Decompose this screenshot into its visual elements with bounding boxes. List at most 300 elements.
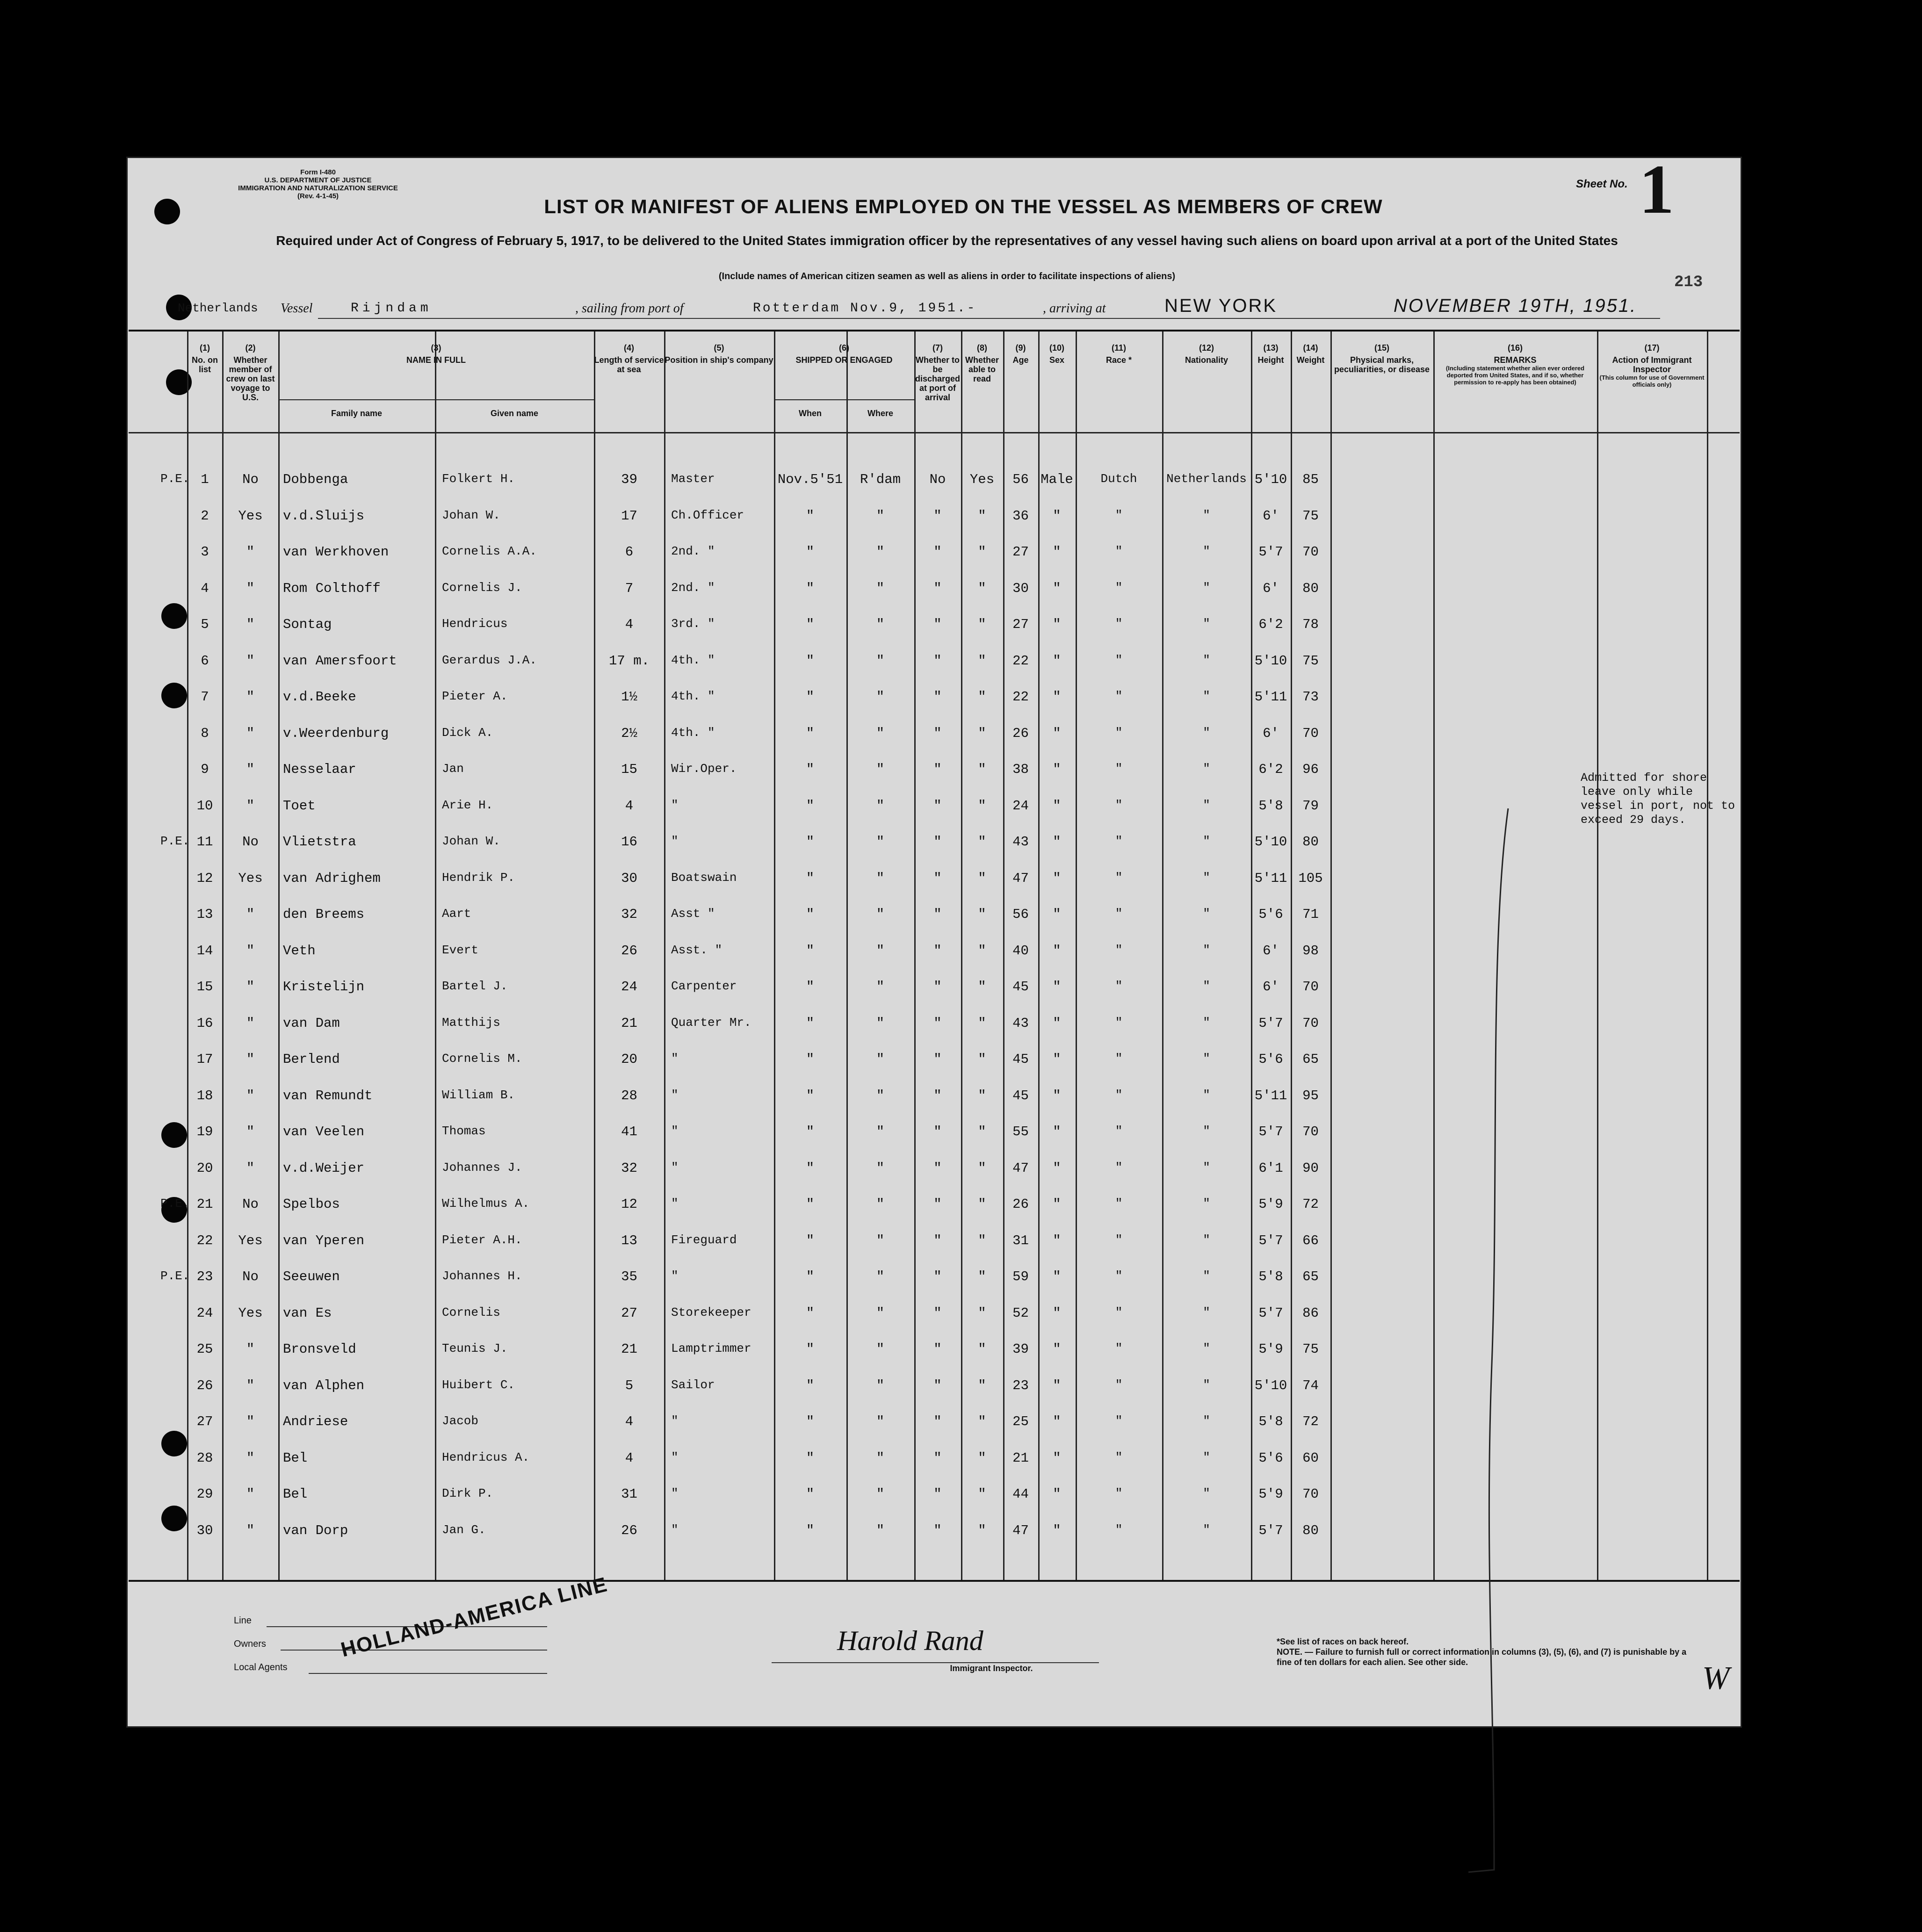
cell-read: ": [978, 907, 986, 922]
cell-race: ": [1115, 725, 1123, 740]
cell-sex: ": [1053, 580, 1061, 596]
page-number: 213: [1674, 274, 1703, 291]
cell-position: Wir.Oper.: [671, 762, 737, 776]
cell-service: 27: [621, 1305, 637, 1321]
cell-nat: ": [1203, 1088, 1210, 1102]
cell-when: ": [806, 653, 815, 669]
cell-service: 4: [625, 1450, 634, 1466]
cell-height: 5'10: [1254, 1377, 1287, 1393]
cell-sex: ": [1053, 1197, 1061, 1212]
cell-sex: ": [1053, 1305, 1061, 1321]
cell-service: 24: [621, 979, 637, 995]
cell-sex: ": [1053, 617, 1061, 632]
cell-read: ": [978, 544, 986, 560]
cell-age: 26: [1012, 1197, 1029, 1212]
cell-weight: 65: [1302, 1269, 1319, 1284]
cell-nat: ": [1203, 1269, 1210, 1283]
cell-when: ": [806, 834, 815, 850]
cell-weight: 70: [1302, 1124, 1319, 1139]
cell-family: Rom Colthoff: [283, 580, 381, 596]
cell-service: 4: [625, 1414, 634, 1429]
cell-no: 18: [196, 1088, 213, 1103]
cell-nat: ": [1203, 1233, 1210, 1247]
cell-when: ": [806, 617, 815, 632]
cell-race: ": [1115, 1305, 1123, 1319]
cell-when: ": [806, 1197, 815, 1212]
cell-read: ": [978, 1269, 986, 1284]
cell-sex: ": [1053, 907, 1061, 922]
cell-read: ": [978, 1233, 986, 1248]
cell-no: 8: [201, 725, 209, 741]
cell-read: ": [978, 1052, 986, 1067]
revision: (Rev. 4-1-45): [297, 192, 339, 200]
cell-last: ": [246, 1486, 255, 1502]
cell-weight: 90: [1302, 1160, 1319, 1176]
cell-discharged: ": [933, 870, 942, 886]
cell-nat: ": [1203, 1522, 1210, 1537]
cell-position: Asst. ": [671, 943, 723, 957]
cell-given: Pieter A.H.: [442, 1233, 522, 1247]
cell-service: 15: [621, 762, 637, 777]
cell-nat: ": [1203, 617, 1210, 631]
cell-service: 28: [621, 1088, 637, 1103]
cell-family: Seeuwen: [283, 1269, 340, 1284]
cell-race: ": [1115, 1124, 1123, 1138]
cell-when: ": [806, 1414, 815, 1429]
cell-age: 31: [1012, 1233, 1029, 1248]
cell-given: Hendricus A.: [442, 1450, 530, 1464]
cell-no: 22: [196, 1233, 213, 1248]
cell-sex: ": [1053, 1450, 1061, 1466]
cell-position: ": [671, 1160, 679, 1175]
cell-nat: ": [1203, 1305, 1210, 1319]
cell-last: ": [246, 1088, 255, 1103]
margin-mark: P.E.: [160, 1197, 190, 1211]
cell-weight: 72: [1302, 1414, 1319, 1429]
cell-read: ": [978, 725, 986, 741]
cell-read: ": [978, 798, 986, 814]
cell-height: 6': [1263, 725, 1279, 741]
cell-race: ": [1115, 1052, 1123, 1066]
cell-last: ": [246, 580, 255, 596]
cell-sex: ": [1053, 1377, 1061, 1393]
cell-nat: ": [1203, 1124, 1210, 1138]
header-weight: (14) Weight: [1296, 343, 1325, 365]
agents-underline: [309, 1673, 547, 1674]
header-position: (5) Position in ship's company: [665, 343, 773, 365]
cell-height: 6': [1263, 508, 1279, 524]
cell-where: ": [876, 1269, 885, 1284]
cell-height: 5'7: [1258, 1522, 1283, 1538]
cell-no: 28: [196, 1450, 213, 1466]
cell-age: 52: [1012, 1305, 1029, 1321]
vessel-name: Rijndam: [351, 301, 432, 316]
cell-nat: ": [1203, 907, 1210, 921]
cell-read: ": [978, 762, 986, 777]
cell-family: den Breems: [283, 907, 365, 922]
cell-race: ": [1115, 617, 1123, 631]
cell-position: ": [671, 1124, 679, 1138]
cell-service: 32: [621, 1160, 637, 1176]
cell-position: Ch.Officer: [671, 508, 744, 522]
cell-discharged: ": [933, 580, 942, 596]
cell-given: Johannes H.: [442, 1269, 522, 1283]
cell-last: No: [242, 1197, 259, 1212]
cell-age: 44: [1012, 1486, 1029, 1502]
cell-weight: 70: [1302, 544, 1319, 560]
cell-read: ": [978, 617, 986, 632]
cell-when: ": [806, 870, 815, 886]
cell-weight: 74: [1302, 1377, 1319, 1393]
cell-family: van Remundt: [283, 1088, 373, 1103]
cell-last: ": [246, 617, 255, 632]
cell-where: ": [876, 1088, 885, 1103]
cell-given: Hendricus: [442, 617, 508, 631]
cell-service: 17 m.: [608, 653, 650, 669]
arriving-label: , arriving at: [1043, 301, 1106, 316]
cell-service: 1½: [621, 689, 637, 705]
cell-where: ": [876, 1377, 885, 1393]
cell-no: 24: [196, 1305, 213, 1321]
cell-position: ": [671, 1197, 679, 1211]
cell-when: Nov.5'51: [777, 472, 843, 487]
cell-last: ": [246, 1015, 255, 1031]
cell-given: Cornelis A.A.: [442, 544, 537, 558]
cell-race: ": [1115, 907, 1123, 921]
cell-where: ": [876, 1015, 885, 1031]
cell-age: 21: [1012, 1450, 1029, 1466]
cell-weight: 79: [1302, 798, 1319, 814]
cell-no: 15: [196, 979, 213, 995]
cell-position: Boatswain: [671, 870, 737, 885]
cell-race: ": [1115, 1160, 1123, 1175]
cell-nat: ": [1203, 1197, 1210, 1211]
cell-race: ": [1115, 1233, 1123, 1247]
cell-sex: ": [1053, 508, 1061, 524]
cell-family: Vlietstra: [283, 834, 356, 850]
cell-position: 4th. ": [671, 653, 715, 667]
header-nationality: (12) Nationality: [1185, 343, 1228, 365]
cell-when: ": [806, 762, 815, 777]
cell-service: 41: [621, 1124, 637, 1139]
cell-weight: 86: [1302, 1305, 1319, 1321]
cell-race: Dutch: [1100, 472, 1137, 486]
cell-sex: ": [1053, 653, 1061, 669]
cell-read: ": [978, 1450, 986, 1466]
cell-nat: Netherlands: [1166, 472, 1247, 486]
line-label: Line: [234, 1615, 252, 1626]
cell-when: ": [806, 1450, 815, 1466]
cell-height: 5'10: [1254, 834, 1287, 850]
cell-race: ": [1115, 544, 1123, 558]
note-label: NOTE.: [1277, 1647, 1303, 1657]
owners-underline: [281, 1650, 547, 1651]
cell-no: 4: [201, 580, 209, 596]
cell-nat: ": [1203, 798, 1210, 812]
cell-last: ": [246, 1160, 255, 1176]
cell-sex: ": [1053, 725, 1061, 741]
cell-no: 1: [201, 472, 209, 487]
cell-where: ": [876, 1124, 885, 1139]
cell-discharged: ": [933, 907, 942, 922]
cell-discharged: ": [933, 1233, 942, 1248]
cell-where: ": [876, 689, 885, 705]
cell-last: Yes: [238, 870, 263, 886]
cell-height: 6': [1263, 979, 1279, 995]
cell-race: ": [1115, 1522, 1123, 1537]
cell-position: Lamptrimmer: [671, 1341, 751, 1355]
cell-age: 56: [1012, 472, 1029, 487]
cell-service: 35: [621, 1269, 637, 1284]
cell-weight: 66: [1302, 1233, 1319, 1248]
cell-where: ": [876, 1233, 885, 1248]
cell-position: Sailor: [671, 1377, 715, 1392]
cell-where: ": [876, 1052, 885, 1067]
cell-sex: ": [1053, 1522, 1061, 1538]
cell-no: 29: [196, 1486, 213, 1502]
cell-weight: 98: [1302, 943, 1319, 959]
cell-read: ": [978, 1377, 986, 1393]
cell-discharged: ": [933, 1305, 942, 1321]
cell-position: ": [671, 1450, 679, 1464]
cell-service: 30: [621, 870, 637, 886]
cell-given: Dirk P.: [442, 1486, 493, 1500]
cell-service: 21: [621, 1015, 637, 1031]
cell-last: ": [246, 1522, 255, 1538]
cell-family: v.d.Weijer: [283, 1160, 365, 1176]
cell-sex: Male: [1040, 472, 1073, 487]
cell-race: ": [1115, 798, 1123, 812]
cell-no: 9: [201, 762, 209, 777]
cell-age: 43: [1012, 834, 1029, 850]
margin-mark: P.E.: [160, 1269, 190, 1283]
form-identifier: [220, 168, 416, 200]
cell-position: 2nd. ": [671, 544, 715, 558]
cell-given: William B.: [442, 1088, 515, 1102]
cell-where: ": [876, 979, 885, 995]
inspector-label: Immigrant Inspector.: [950, 1664, 1033, 1673]
cell-age: 43: [1012, 1015, 1029, 1031]
cell-race: ": [1115, 943, 1123, 957]
cell-no: 21: [196, 1197, 213, 1212]
cell-last: ": [246, 798, 255, 814]
cell-service: 16: [621, 834, 637, 850]
cell-discharged: ": [933, 508, 942, 524]
cell-service: 4: [625, 617, 634, 632]
header-given-name: Given name: [490, 409, 539, 418]
cell-when: ": [806, 508, 815, 524]
header-name-in-full: (3) NAME IN FULL: [406, 343, 466, 365]
cell-height: 5'7: [1258, 1233, 1283, 1248]
cell-last: ": [246, 544, 255, 560]
cell-weight: 80: [1302, 580, 1319, 596]
cell-given: Jacob: [442, 1414, 479, 1428]
cell-height: 5'7: [1258, 544, 1283, 560]
cell-sex: ": [1053, 1414, 1061, 1429]
cell-nat: ": [1203, 834, 1210, 848]
cell-last: ": [246, 1414, 255, 1429]
cell-position: ": [671, 798, 679, 812]
cell-age: 39: [1012, 1341, 1029, 1357]
cell-height: 5'7: [1258, 1015, 1283, 1031]
header-last-voyage: (2) Whether member of crew on last voyage to U.S.: [226, 343, 275, 402]
cell-position: ": [671, 1088, 679, 1102]
cell-when: ": [806, 1341, 815, 1357]
cell-when: ": [806, 798, 815, 814]
sailing-label: , sailing from port of: [575, 301, 684, 316]
cell-when: ": [806, 544, 815, 560]
cell-given: Gerardus J.A.: [442, 653, 537, 667]
cell-when: ": [806, 1052, 815, 1067]
cell-read: ": [978, 834, 986, 850]
signature-underline: [772, 1662, 1099, 1663]
cell-no: 14: [196, 943, 213, 959]
cell-sex: ": [1053, 1233, 1061, 1248]
cell-no: 16: [196, 1015, 213, 1031]
cell-family: Toet: [283, 798, 316, 814]
cell-read: ": [978, 580, 986, 596]
port-and-date: Rotterdam Nov.9, 1951.-: [753, 301, 977, 316]
cell-given: Huibert C.: [442, 1377, 515, 1392]
cell-where: R'dam: [860, 472, 901, 487]
cell-sex: ": [1053, 1160, 1061, 1176]
header-no-on-list: (1) No. on list: [192, 343, 218, 374]
cell-nat: ": [1203, 1015, 1210, 1030]
cell-race: ": [1115, 870, 1123, 885]
cell-family: Bronsveld: [283, 1341, 356, 1357]
cell-family: Nesselaar: [283, 762, 356, 777]
cell-sex: ": [1053, 1124, 1061, 1139]
cell-family: Sontag: [283, 617, 332, 632]
cell-weight: 95: [1302, 1088, 1319, 1103]
cell-family: v.d.Beeke: [283, 689, 356, 705]
cell-position: ": [671, 1486, 679, 1500]
cell-family: van Werkhoven: [283, 544, 389, 560]
cell-no: 13: [196, 907, 213, 922]
cell-race: ": [1115, 1414, 1123, 1428]
cell-height: 5'11: [1254, 689, 1287, 705]
department: U.S. DEPARTMENT OF JUSTICE: [264, 176, 372, 184]
cell-race: ": [1115, 1197, 1123, 1211]
cell-discharged: ": [933, 762, 942, 777]
cell-service: 39: [621, 472, 637, 487]
cell-position: 3rd. ": [671, 617, 715, 631]
cell-height: 5'8: [1258, 798, 1283, 814]
cell-service: 4: [625, 798, 634, 814]
cell-position: 2nd. ": [671, 580, 715, 595]
cell-last: ": [246, 689, 255, 705]
cell-sex: ": [1053, 762, 1061, 777]
cell-read: ": [978, 1160, 986, 1176]
cell-family: Veth: [283, 943, 316, 959]
remarks-bracket: [1466, 804, 1513, 1879]
cell-race: ": [1115, 1015, 1123, 1030]
header-sex: (10) Sex: [1049, 343, 1065, 365]
cell-when: ": [806, 725, 815, 741]
cell-discharged: ": [933, 1124, 942, 1139]
cell-last: ": [246, 907, 255, 922]
cell-nat: ": [1203, 544, 1210, 558]
cell-when: ": [806, 1486, 815, 1502]
cell-discharged: ": [933, 1450, 942, 1466]
cell-nat: ": [1203, 689, 1210, 703]
cell-age: 25: [1012, 1414, 1029, 1429]
cell-last: ": [246, 1450, 255, 1466]
cell-age: 23: [1012, 1377, 1029, 1393]
cell-given: Johan W.: [442, 834, 500, 848]
cell-race: ": [1115, 979, 1123, 993]
cell-weight: 75: [1302, 1341, 1319, 1357]
cell-given: Bartel J.: [442, 979, 508, 993]
form-number: Form I-480: [300, 168, 336, 176]
cell-given: Arie H.: [442, 798, 493, 812]
cell-last: ": [246, 725, 255, 741]
cell-weight: 70: [1302, 979, 1319, 995]
cell-discharged: ": [933, 1160, 942, 1176]
cell-where: ": [876, 580, 885, 596]
cell-discharged: ": [933, 1088, 942, 1103]
cell-last: No: [242, 472, 259, 487]
cell-age: 38: [1012, 762, 1029, 777]
cell-race: ": [1115, 834, 1123, 848]
header-family-name: Family name: [331, 409, 383, 418]
cell-position: Master: [671, 472, 715, 486]
cell-service: 13: [621, 1233, 637, 1248]
cell-weight: 96: [1302, 762, 1319, 777]
cell-position: Storekeeper: [671, 1305, 751, 1319]
cell-family: Berlend: [283, 1052, 340, 1067]
cell-sex: ": [1053, 1088, 1061, 1103]
cell-nat: ": [1203, 1160, 1210, 1175]
cell-family: Kristelijn: [283, 979, 365, 995]
page-title: LIST OR MANIFEST OF ALIENS EMPLOYED ON THE VESSEL AS MEMBERS OF CREW: [544, 195, 1383, 217]
cell-last: No: [242, 1269, 259, 1284]
cell-where: ": [876, 1450, 885, 1466]
subtitle: Required under Act of Congress of February 5, 1917, to be delivered to the United States immigration officer by the representatives of any vessel having such aliens on board upon arrival at a port of the United States: [276, 233, 1618, 248]
cell-discharged: ": [933, 544, 942, 560]
cell-last: Yes: [238, 1305, 263, 1321]
cell-read: ": [978, 689, 986, 705]
cell-race: ": [1115, 1341, 1123, 1355]
cell-where: ": [876, 943, 885, 959]
include-note: (Include names of American citizen seamen as well as aliens in order to facilitate inspections of aliens): [718, 271, 1176, 281]
cell-sex: ": [1053, 979, 1061, 995]
cell-where: ": [876, 617, 885, 632]
cell-discharged: ": [933, 943, 942, 959]
cell-age: 22: [1012, 689, 1029, 705]
cell-service: 5: [625, 1377, 634, 1393]
cell-age: 56: [1012, 907, 1029, 922]
cell-height: 6': [1263, 943, 1279, 959]
cell-given: Cornelis J.: [442, 580, 522, 595]
cell-height: 6'2: [1258, 762, 1283, 777]
cell-discharged: ": [933, 1015, 942, 1031]
cell-no: 12: [196, 870, 213, 886]
cell-race: ": [1115, 508, 1123, 522]
cell-no: 26: [196, 1377, 213, 1393]
header-race: (11) Race *: [1106, 343, 1132, 365]
cell-height: 5'9: [1258, 1197, 1283, 1212]
cell-no: 17: [196, 1052, 213, 1067]
cell-read: ": [978, 508, 986, 524]
cell-sex: ": [1053, 1015, 1061, 1031]
cell-family: Bel: [283, 1450, 308, 1466]
header-when: When: [799, 409, 822, 418]
cell-family: v.Weerdenburg: [283, 725, 389, 741]
cell-weight: 85: [1302, 472, 1319, 487]
cell-position: Quarter Mr.: [671, 1015, 751, 1030]
cell-age: 59: [1012, 1269, 1029, 1284]
